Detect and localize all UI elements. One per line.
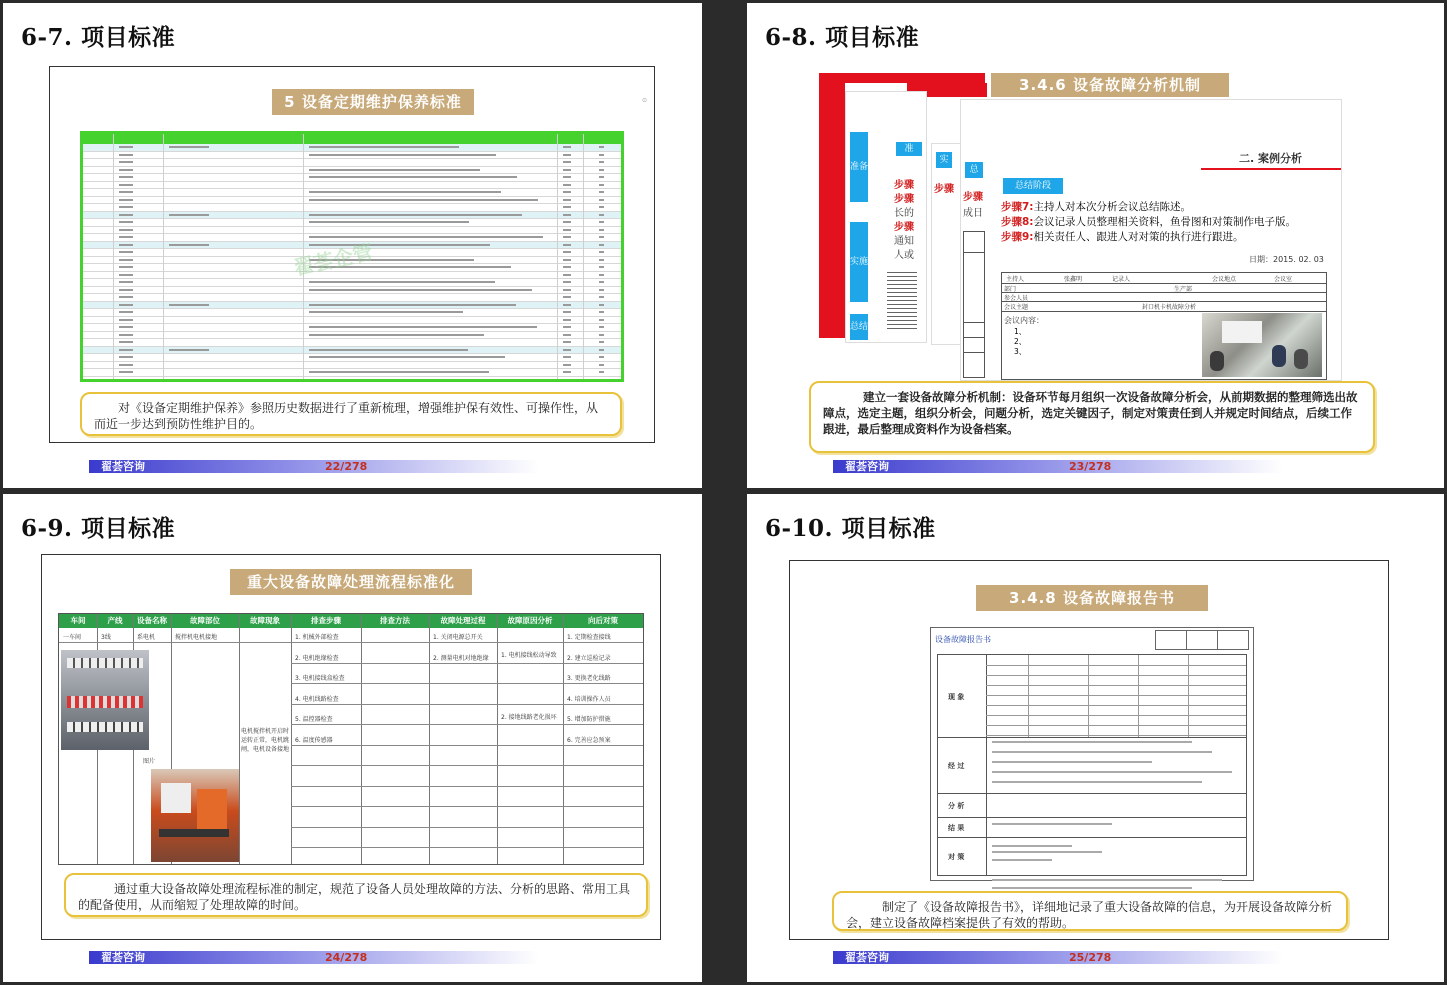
mini-grid (887, 269, 917, 329)
doc-section-label: 结 果 (948, 824, 965, 832)
row-line (291, 724, 643, 725)
row-line (938, 837, 1246, 838)
case-heading: 二. 案例分析 (1239, 152, 1303, 165)
form-items (1014, 327, 1026, 357)
table-header-cell: 排查方法 (380, 616, 410, 625)
row-line (938, 737, 1246, 738)
table-header-cell: 排查步骤 (311, 616, 341, 625)
stage-prepare: 准备 (850, 132, 868, 202)
equipment-photo (151, 769, 239, 862)
footer-bar (89, 951, 539, 964)
slide-title: 6-10. 项目标准 (765, 515, 936, 542)
table-cell: 1. 定期检查接线 (567, 634, 611, 641)
row-line (938, 817, 1246, 818)
red-accent (819, 73, 845, 338)
table-header-cell: 故障处理过程 (440, 616, 486, 625)
summary-callout: 建立一套设备故障分析机制：设备环节每月组织一次设备故障分析会，从前期数据的整理筛选出故障点，选定主题，组织分析会，问题分析，选定关键因子，制定对策责任到人并规定时间结点，后续工作跟进，最后整理成资料作为设备档案。 (809, 381, 1375, 453)
text-line (992, 887, 1192, 889)
meeting-date: 日期：2015. 02. 03 (1249, 255, 1324, 264)
row-line (59, 642, 291, 643)
row-line (291, 806, 643, 807)
form-cell: 张鑫明 (1064, 276, 1083, 283)
column-line (986, 655, 987, 875)
summary-callout: 通过重大设备故障处理流程标准的制定，规范了设备人员处理故障的方法、分析的思路、常用工具的配备使用，从而缩短了处理故障的时间。 (64, 873, 648, 917)
form-cell: 主持人 (1006, 276, 1025, 283)
grid-line (986, 715, 1246, 716)
table-cell: 3线 (101, 634, 111, 641)
slide-title: 6-8. 项目标准 (765, 24, 920, 51)
form-label: 会议内容： (1004, 316, 1044, 325)
text-line (992, 879, 1222, 881)
table-header-cell: 设备名称 (137, 616, 167, 625)
slide-6-9[interactable] (3, 494, 702, 982)
step-item (1001, 230, 1296, 245)
grid-line (986, 725, 1246, 726)
doc-section-label: 现 象 (948, 693, 965, 701)
form-value: 生产部 (1174, 286, 1193, 293)
table-header-cell: 故障原因分析 (507, 616, 553, 625)
table-cell: 4. 电机线路检查 (295, 695, 339, 703)
table-cell: 系电机 (137, 634, 156, 641)
stage-summary: 总结 (850, 314, 868, 340)
step-item (1001, 200, 1296, 215)
table-header-cell: 故障部位 (190, 616, 220, 625)
grid-line (986, 685, 1246, 686)
form-cell: 会议室 (1274, 276, 1293, 283)
content-frame (41, 554, 661, 940)
table-cell: 一车间 (63, 634, 82, 641)
step-fragment: 步骤 (894, 180, 914, 191)
step-label: 步骤9: (1001, 231, 1034, 243)
form-label: 参会人员 (1004, 295, 1029, 302)
section-banner: 5 设备定期维护保养标准 (272, 89, 474, 115)
table-cell: 1. 关闭电源总开关 (433, 634, 483, 641)
doc-section-label: 分 析 (948, 802, 965, 810)
row-line (938, 793, 1246, 794)
step-list (1001, 200, 1296, 245)
slide-title: 6-7. 项目标准 (21, 24, 176, 51)
form-value: 封口机卡机故障分析 (1142, 304, 1197, 311)
stage-label: 总结阶段 (1003, 178, 1063, 194)
table-cell: 1. 机械外部检查 (295, 634, 339, 641)
table-cell: 6. 完善应急预案 (567, 736, 611, 744)
slide-title: 6-9. 项目标准 (21, 515, 176, 542)
text-line (992, 845, 1072, 847)
step-item (1001, 215, 1296, 230)
page-number: 22/278 (325, 460, 368, 473)
grid-line (986, 705, 1246, 706)
text-line (992, 771, 1232, 773)
step-fragment: 成日 (963, 208, 983, 219)
step-text: 会议记录人员整理相关资料，鱼骨图和对策制作电子版。 (1033, 216, 1297, 228)
doc-section-label: 对 策 (948, 853, 965, 861)
doc-title: 设备故障报告书 (935, 635, 991, 644)
step-fragment: 通知 (894, 236, 914, 247)
row-line (291, 786, 643, 787)
table-cell: 3. 更换老化线路 (567, 675, 611, 682)
footer-bar (89, 460, 539, 473)
row-line (291, 704, 643, 705)
text-line (992, 781, 1202, 783)
blue-tab: 准 (896, 142, 922, 156)
row-line (291, 847, 643, 848)
step-text: 相关责任人、跟进人对对策的执行进行跟进。 (1033, 231, 1244, 243)
grid-line (1088, 655, 1089, 737)
row-line (291, 745, 643, 746)
doc-section-label: 经 过 (948, 762, 965, 770)
report-document (930, 627, 1254, 881)
slide-6-8[interactable] (747, 3, 1444, 488)
slide-6-10[interactable] (747, 494, 1444, 982)
maintenance-standard-table (80, 131, 624, 382)
photo-caption: 图片 (143, 758, 156, 765)
row-line (291, 683, 643, 684)
step-fragment: 长的 (894, 208, 914, 219)
page-number: 23/278 (1069, 460, 1112, 473)
form-item: 2、 (1014, 337, 1027, 346)
table-cell: 2. 接地线路老化损坏 (501, 714, 557, 721)
grid-line (986, 735, 1246, 736)
grid-line (1028, 655, 1029, 737)
timeline-column (963, 231, 985, 378)
summary-callout: 制定了《设备故障报告书》，详细地记录了重大设备故障的信息，为开展设备故障分析会，建立设备故障档案提供了有效的帮助。 (832, 891, 1348, 931)
step-fragment: 步骤 (963, 192, 983, 203)
table-cell: 搅拌机电机接地 (175, 634, 218, 641)
grid-line (1188, 655, 1189, 737)
step-fragment: 步骤 (934, 184, 954, 195)
step-label: 步骤8: (1001, 216, 1034, 228)
footer-bar (833, 460, 1283, 473)
content-frame (789, 560, 1389, 940)
section-banner: 3.4.8 设备故障报告书 (976, 585, 1208, 611)
form-cell: 会议地点 (1212, 276, 1237, 283)
content-frame (49, 66, 655, 443)
meeting-photo (1202, 313, 1322, 377)
step-fragment: 人或 (894, 250, 914, 261)
step-label: 步骤7: (1001, 201, 1034, 213)
fault-process-table (58, 613, 644, 865)
text-line (992, 823, 1112, 825)
row-line (291, 765, 643, 766)
equipment-photo (61, 650, 149, 750)
form-item: 3、 (1014, 347, 1027, 356)
doc-layer (960, 99, 1342, 381)
table-cell: 2. 电机绝缘检查 (295, 654, 339, 662)
form-row (1002, 301, 1326, 312)
footer-brand: 翟荟咨询 (845, 951, 889, 964)
grid-line (986, 675, 1246, 676)
text-line (992, 741, 1192, 743)
blue-tab: 总 (965, 162, 983, 178)
red-rule (1201, 168, 1341, 170)
form-cell: 记录人 (1112, 276, 1131, 283)
table-cell: 4. 培训操作人员 (567, 695, 611, 703)
section-banner: 重大设备故障处理流程标准化 (230, 569, 472, 595)
text-line (992, 859, 1052, 861)
slide-6-7[interactable] (3, 3, 702, 488)
blue-tab: 实 (936, 152, 952, 168)
table-cell: 电机搅拌机开启时运转正常，电机跳闸，电机设备接地 (241, 728, 290, 753)
row-line (291, 642, 643, 643)
page-number: 25/278 (1069, 951, 1112, 964)
form-item: 1、 (1014, 327, 1027, 336)
table-header-cell: 向后对策 (588, 616, 618, 625)
watermark: 翟荟企管 (291, 239, 375, 281)
table-cell: 2. 建立巡检记录 (567, 654, 611, 662)
text-line (992, 761, 1152, 763)
table-cell: 3. 电机接线盒检查 (295, 675, 345, 682)
step-fragment: 步骤 (894, 222, 914, 233)
meeting-form (1001, 272, 1327, 380)
row-line (291, 663, 643, 664)
step-fragment: 步骤 (894, 194, 914, 205)
summary-callout: 对《设备定期维护保养》参照历史数据进行了重新梳理，增强维护保有效性、可操作性，从而近一步达到预防性维护目的。 (80, 392, 622, 436)
footer-brand: 翟荟咨询 (101, 460, 145, 473)
footer-bar (833, 951, 1283, 964)
form-label: 部门 (1004, 286, 1017, 293)
table-cell: 2. 测量电机对地绝缘 (433, 654, 489, 662)
table-cell: 5. 温控器检查 (295, 716, 333, 723)
table-cell: 6. 温度传感器 (295, 736, 333, 744)
corner-mark: ⊙ (642, 97, 648, 104)
doc-body (937, 654, 1247, 876)
text-line (992, 851, 1102, 853)
page-number: 24/278 (325, 951, 368, 964)
table-header-cell: 产线 (107, 616, 123, 625)
grid-line (1138, 655, 1139, 737)
column-line (239, 614, 240, 864)
footer-brand: 翟荟咨询 (101, 951, 145, 964)
table-header-cell: 车间 (70, 616, 86, 625)
form-label: 会议主题 (1004, 304, 1029, 311)
grid-line (986, 695, 1246, 696)
row-line (291, 827, 643, 828)
table-cell: 1. 电机接线松动导致 (501, 652, 557, 659)
stage-implement: 实施 (850, 222, 868, 302)
row-line (938, 875, 1246, 876)
grid-line (986, 665, 1246, 666)
section-banner: 3.4.6 设备故障分析机制 (991, 73, 1229, 97)
table-header-cell: 故障现象 (250, 616, 280, 625)
text-line (992, 751, 1212, 753)
step-text: 主持人对本次分析会议总结陈述。 (1033, 201, 1192, 213)
table-cell: 5. 增加防护措施 (567, 716, 611, 723)
footer-brand: 翟荟咨询 (845, 460, 889, 473)
doc-sign-box (1155, 630, 1249, 650)
